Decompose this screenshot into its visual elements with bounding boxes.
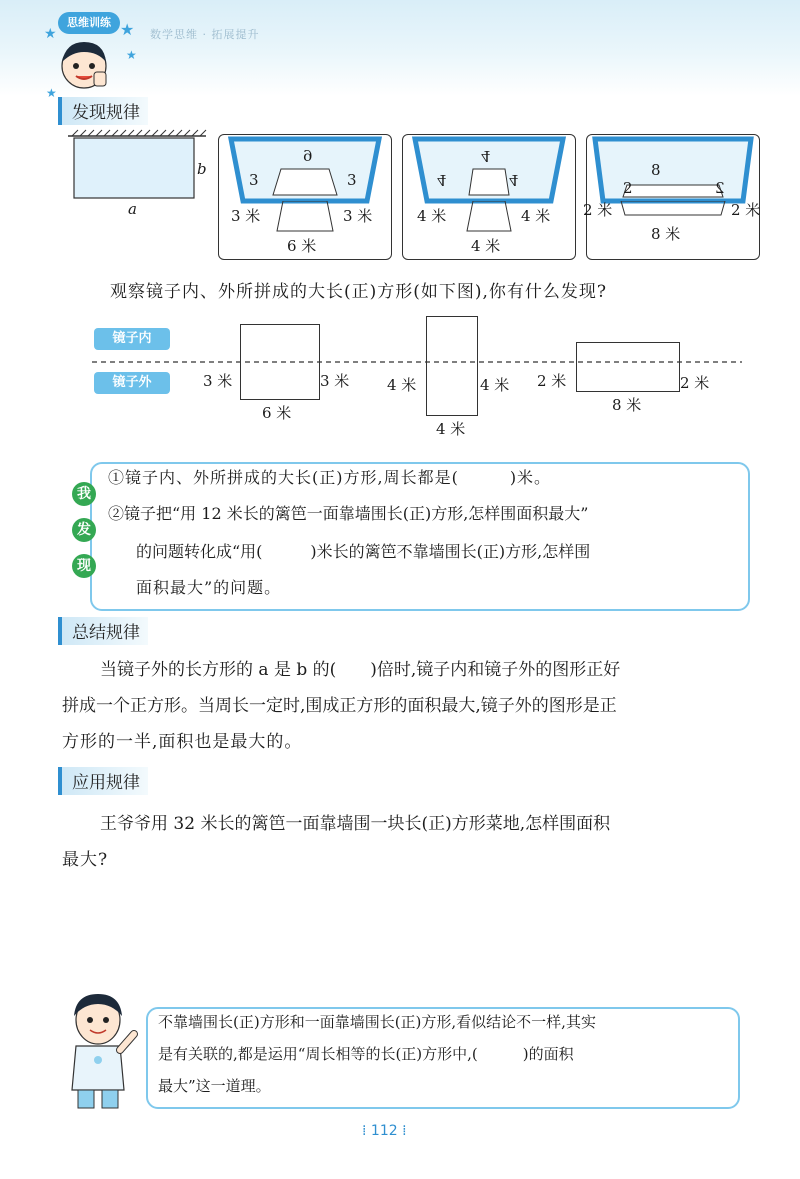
- shape-1-left-label: 3 米: [203, 372, 233, 390]
- boy-avatar-icon: [54, 36, 114, 92]
- header-band: [0, 0, 800, 96]
- header-tab-text: 数学思维 · 拓展提升: [150, 28, 260, 41]
- discovery-line-2: ②镜子把“用 12 米长的篱笆一面靠墙围长(正)方形,怎样围面积最大”: [108, 504, 589, 523]
- section-title-apply: 应用规律: [58, 767, 148, 795]
- shape-2-bottom-label: 4 米: [436, 420, 466, 438]
- shape-1-right-label: 3 米: [320, 372, 350, 390]
- panel-bottom-label: 6 米: [287, 237, 317, 255]
- shape-2-left-label: 4 米: [387, 376, 417, 394]
- star-icon: ★: [120, 20, 135, 39]
- shape-3-right-label: 2 米: [680, 374, 710, 392]
- shape-rectangle-1: [240, 324, 320, 400]
- summary-line-2: 拼成一个正方形。当周长一定时,围成正方形的面积最大,镜子外的图形是正: [62, 696, 617, 716]
- mirror-number: 6: [303, 147, 313, 165]
- apply-line-1: 王爷爷用 32 米长的篱笆一面靠墙围一块长(正)方形菜地,怎样围面积: [100, 814, 611, 834]
- mirror-panel-3: [583, 134, 761, 260]
- mirror-number: 8: [651, 161, 661, 179]
- shape-2-right-label: 4 米: [480, 376, 510, 394]
- discovery-tag-char: 我: [72, 482, 96, 506]
- mirror-panel-1: [218, 134, 392, 260]
- question-text: 观察镜子内、外所拼成的大长(正)方形(如下图),你有什么发现?: [110, 282, 608, 302]
- star-icon: ★: [44, 26, 57, 42]
- panel-left-label: 3 米: [231, 207, 261, 225]
- panel-right-label: 4 米: [521, 207, 551, 225]
- apply-line-2: 最大?: [62, 850, 109, 870]
- panel-bottom-label: 8 米: [651, 225, 681, 243]
- tag-inside-mirror: 镜子内: [94, 328, 170, 350]
- dots-right-icon: ⁞: [397, 1123, 407, 1139]
- shape-3-bottom-label: 8 米: [612, 396, 642, 414]
- panel-left-label: 4 米: [417, 207, 447, 225]
- header-badge: 思维训练: [58, 12, 120, 34]
- summary-line-3: 方形的一半,面积也是最大的。: [62, 732, 303, 752]
- discovery-line-1: ①镜子内、外所拼成的大长(正)方形,周长都是( )米。: [108, 468, 552, 487]
- label-b: b: [197, 160, 207, 178]
- star-icon: ★: [46, 86, 57, 100]
- mirror-number: 2: [623, 179, 633, 197]
- section-title-discover: 发现规律: [58, 97, 148, 125]
- tip-line-1: 不靠墙围长(正)方形和一面靠墙围长(正)方形,看似结论不一样,其实: [158, 1013, 596, 1031]
- shape-1-bottom-label: 6 米: [262, 404, 292, 422]
- discovery-tag-char: 发: [72, 518, 96, 542]
- mirror-number: 3: [249, 171, 259, 189]
- mirror-panel-2: [402, 134, 576, 260]
- discovery-line-3: 的问题转化成“用( )米长的篱笆不靠墙围长(正)方形,怎样围: [136, 542, 591, 561]
- dots-left-icon: ⁞: [362, 1123, 371, 1139]
- mirror-number: 4: [437, 171, 447, 189]
- label-a: a: [128, 200, 137, 218]
- tag-outside-mirror: 镜子外: [94, 372, 170, 394]
- panel-right-label: 2 米: [731, 201, 761, 219]
- mirror-number: 4: [509, 171, 519, 189]
- summary-line-1: 当镜子外的长方形的 a 是 b 的( )倍时,镜子内和镜子外的图形正好: [100, 660, 621, 680]
- panel-bottom-label: 4 米: [471, 237, 501, 255]
- panel-right-label: 3 米: [343, 207, 373, 225]
- section-title-summary: 总结规律: [58, 617, 148, 645]
- tip-line-2: 是有关联的,都是运用“周长相等的长(正)方形中,( )的面积: [158, 1045, 574, 1063]
- shape-rectangle-3: [576, 342, 680, 392]
- mirror-number: 4: [481, 147, 491, 165]
- wall-rectangle-figure: [66, 128, 216, 228]
- tip-line-3: 最大”这一道理。: [158, 1077, 271, 1095]
- mirror-number: 2: [715, 179, 725, 197]
- shape-square-2: [426, 316, 478, 416]
- discovery-line-4: 面积最大”的问题。: [136, 578, 282, 597]
- page-number: [362, 1123, 407, 1139]
- discovery-tag-char: 现: [72, 554, 96, 578]
- panel-left-label: 2 米: [583, 201, 613, 219]
- boy-character-icon: [58, 990, 142, 1110]
- star-icon: ★: [126, 48, 137, 62]
- page-number-text: 112: [370, 1123, 398, 1139]
- mirror-number: 3: [347, 171, 357, 189]
- shape-3-left-label: 2 米: [537, 372, 567, 390]
